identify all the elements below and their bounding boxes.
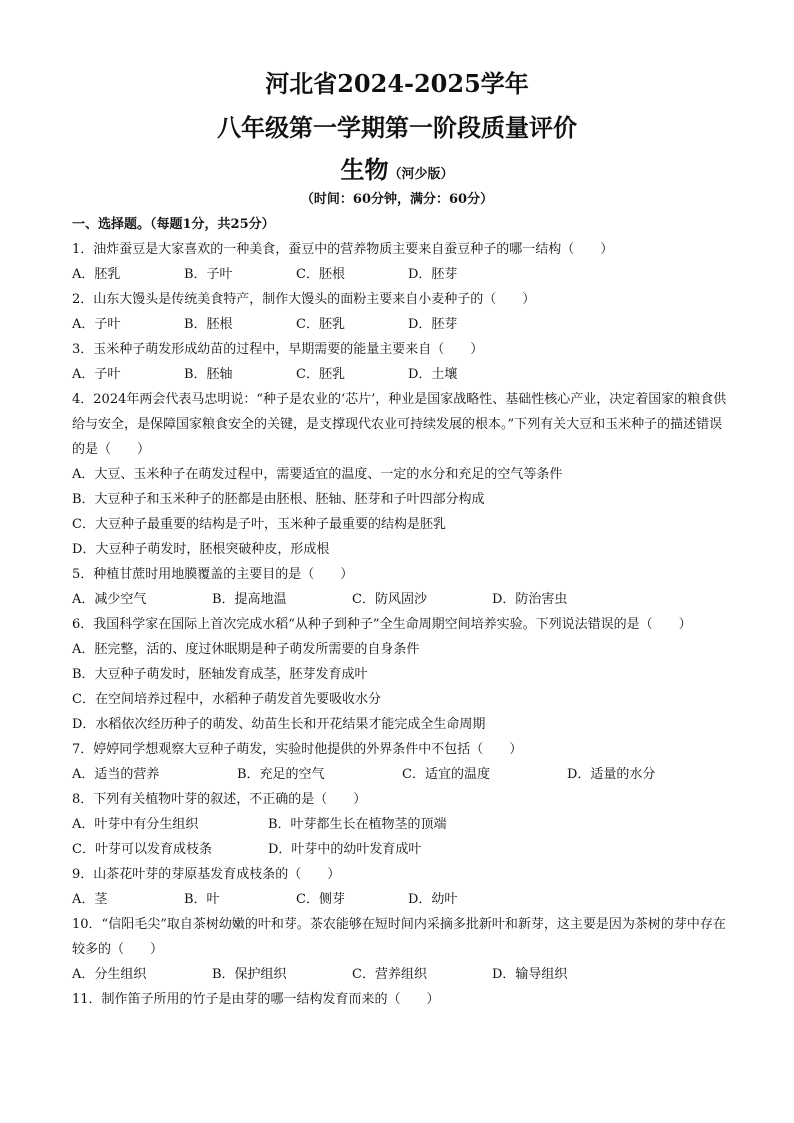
question-stem: 10．“信阳毛尖”取自茶树幼嫩的叶和芽。茶农能够在短时间内采摘多批新叶和新芽，这主要是因为茶树的芽中存在较多的（ ） [72,917,726,957]
option-a: A．子叶 [72,317,121,332]
option-d: D．幼叶 [408,892,458,907]
option-c: C．防风固沙 [352,592,427,607]
question-3 [72,337,732,387]
option-a: A．胚乳 [72,267,121,282]
option-d: D．胚芽 [408,267,458,282]
option-d: D．叶芽中的幼叶发育成叶 [268,842,422,857]
option-d: D．适量的水分 [567,767,656,782]
option-b: B．叶 [184,892,220,907]
option-a: A．分生组织 [72,967,147,982]
option-c: C．胚乳 [296,367,345,382]
question-options [72,887,732,912]
option-c: C．胚根 [296,267,345,282]
time-score-info: （时间：60分钟，满分：60分） [300,192,494,207]
option-b: B．胚根 [184,317,233,332]
question-stem: 6．我国科学家在国际上首次完成水稻“从种子到种子”全生命周期空间培养实验。下列说法错误的是（ ） [72,617,692,632]
question-stem: 7．婷婷同学想观察大豆种子萌发，实验时他提供的外界条件中不包括（ ） [72,742,523,757]
question-stem: 8．下列有关植物叶芽的叙述，不正确的是（ ） [72,792,367,807]
option-c: C．大豆种子最重要的结构是子叶，玉米种子最重要的结构是胚乳 [72,517,446,532]
question-stem: 3．玉米种子萌发形成幼苗的过程中，早期需要的能量主要来自（ ） [72,342,484,357]
question-8 [72,787,732,862]
option-b: B．充足的空气 [237,767,325,782]
question-9 [72,862,732,912]
option-d: D．胚芽 [408,317,458,332]
option-a: A．子叶 [72,367,121,382]
question-stem: 5．种植甘蔗时用地膜覆盖的主要目的是（ ） [72,567,354,582]
option-a: A．叶芽中有分生组织 [72,817,199,832]
question-options [72,362,732,387]
question-11 [72,987,732,1012]
question-stem: 1．油炸蚕豆是大家喜欢的一种美食，蚕豆中的营养物质主要来自蚕豆种子的哪一结构（ ） [72,242,614,257]
subject-title [0,150,794,185]
option-d: D．输导组织 [492,967,568,982]
question-6 [72,612,732,737]
section-heading: 一、选择题。（每题1分，共25分） [72,217,275,232]
questions-content [72,212,732,1012]
question-10 [72,912,732,987]
edition-label: （河少版） [388,167,454,182]
question-options [72,962,732,987]
subject-name: 生物 [340,155,389,184]
exam-title: 八年级第一学期第一阶段质量评价 [217,113,577,142]
option-b: B．大豆种子和玉米种子的胚都是由胚根、胚轴、胚芽和子叶四部分构成 [72,492,485,507]
question-4 [72,387,732,562]
question-1 [72,237,732,287]
option-c: C．在空间培养过程中，水稻种子萌发首先要吸收水分 [72,692,381,707]
question-options-row-1 [72,812,732,837]
option-d: D．土壤 [408,367,458,382]
option-a: A．大豆、玉米种子在萌发过程中，需要适宜的温度、一定的水分和充足的空气等条件 [72,467,563,482]
question-options [72,762,732,787]
option-c: C．营养组织 [352,967,427,982]
option-b: B．保护组织 [212,967,287,982]
option-b: B．叶芽都生长在植物茎的顶端 [268,817,447,832]
question-2 [72,287,732,337]
option-d: D．防治害虫 [492,592,568,607]
option-c: C．胚乳 [296,317,345,332]
option-d: D．水稻依次经历种子的萌发、幼苗生长和开花结果才能完成全生命周期 [72,717,486,732]
option-c: C．侧芽 [296,892,345,907]
question-stem: 11．制作笛子所用的竹子是由芽的哪一结构发育而来的（ ） [72,992,440,1007]
option-d: D．大豆种子萌发时，胚根突破种皮，形成根 [72,542,330,557]
option-b: B．胚轴 [184,367,233,382]
option-c: C．叶芽可以发育成枝条 [72,842,212,857]
question-7 [72,737,732,787]
exam-province-year: 河北省2024-2025学年 [265,69,529,98]
question-stem: 9．山茶花叶芽的芽原基发育成枝条的（ ） [72,867,341,882]
question-5 [72,562,732,612]
option-a: A．减少空气 [72,592,147,607]
question-options-row-2 [72,837,732,862]
question-options [72,587,732,612]
question-stem: 4．2024年两会代表马忠明说：“种子是农业的‘芯片’，种业是国家战略性、基础性核心产业，决定着国家的粮食供给与安全，是保障国家粮食安全的关键，是支撑现代农业可持续发展的根本。”下列有关大豆和玉米种子的描述错误的是（ ） [72,392,727,457]
option-b: B．子叶 [184,267,233,282]
option-a: A．胚完整，活的、度过休眠期是种子萌发所需要的自身条件 [72,642,420,657]
option-c: C．适宜的温度 [402,767,490,782]
question-options [72,312,732,337]
option-a: A．茎 [72,892,108,907]
question-options [72,262,732,287]
option-a: A．适当的营养 [72,767,160,782]
question-stem: 2．山东大馒头是传统美食特产，制作大馒头的面粉主要来自小麦种子的（ ） [72,292,536,307]
option-b: B．提高地温 [212,592,287,607]
option-b: B．大豆种子萌发时，胚轴发育成茎，胚芽发育成叶 [72,667,368,682]
